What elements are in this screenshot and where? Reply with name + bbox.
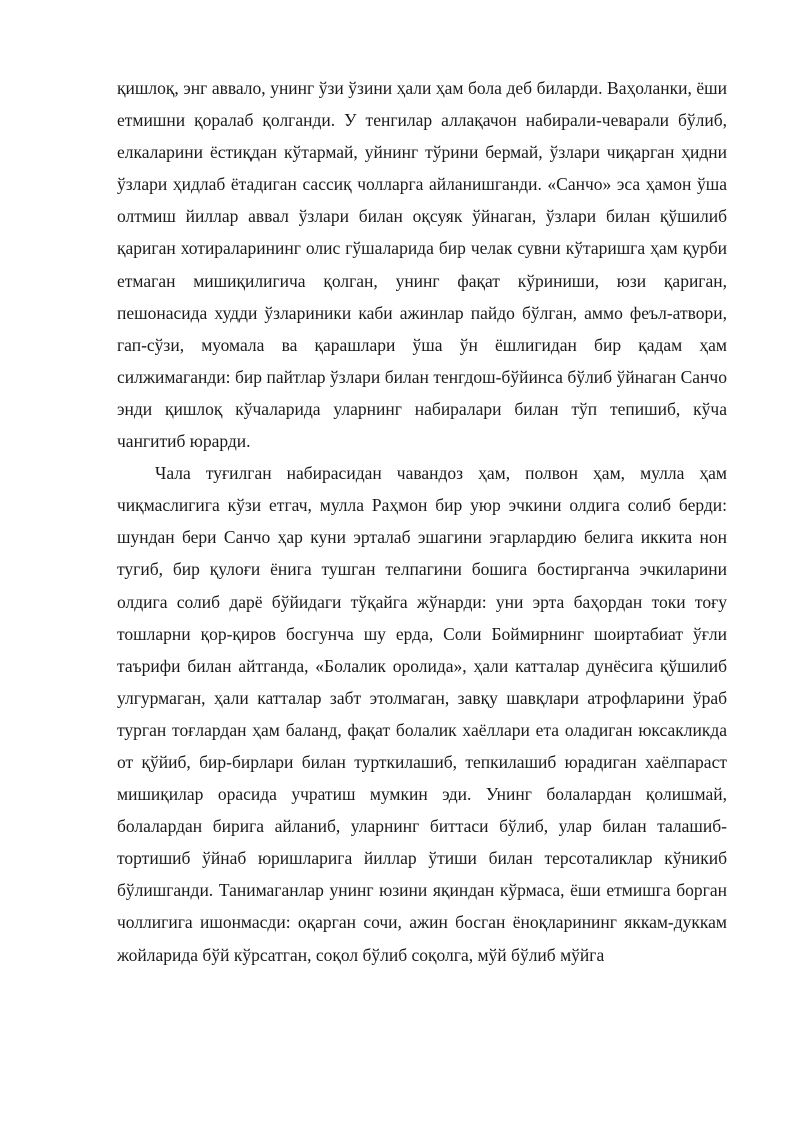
paragraph-body: Чала туғилган набирасидан чавандоз ҳам, полвон ҳам, мулла ҳам чиқмаслигига кўзи етгач, мулла Раҳмон бир уюр эчкини олдига солиб берди: шундан бери Санчо ҳар куни эрталаб эшагини эгарлардию белига иккита нон тугиб, бир қулоғи ёнига тушган телпагини бошига бостирганча эчкиларини олдига солиб дарё бўйидаги тўқайга жўнарди: уни эрта баҳордан токи тоғу тошларни қор-қиров босгунча шу ерда, Соли Боймирнинг шоиртабиат ўғли таърифи билан айтганда, «Болалик оролида», ҳали катталар дунёсига қўшилиб улгурмаган, ҳали катталар забт этолмаган, завқу шавқлари атрофларини ўраб турган тоғлардан ҳам баланд, фақат болалик хаёллари ета оладиган юксакликда от қўйиб, бир-бирлари билан турткилашиб, тепкилашиб юрадиган хаёлпараст мишиқилар орасида учратиш мумкин эди. Унинг болалардан қолишмай, болалардан бирига айланиб, уларнинг биттаси бўлиб, улар билан талашиб-тортишиб ўйнаб юришларига йиллар ўтиши билан терсоталиклар кўникиб бўлишганди. Танимаганлар унинг юзини яқиндан кўрмаса, ёши етмишга борган чоллигига ишонмасди: оқарган сочи, ажин босган ёноқларининг яккам-дуккам жойларида бўй кўрсатган, соқол бўлиб соқолга, мўй бўлиб мўйга — [117, 463, 727, 965]
document-page — [117, 72, 727, 971]
paragraph-continuation: қишлоқ, энг аввало, унинг ўзи ўзини ҳали ҳам бола деб биларди. Ваҳоланки, ёши етмишни қоралаб қолганди. У тенгилар аллақачон набирали-чеварали бўлиб, елкаларини ёстиқдан кўтармай, уйнинг тўрини бермай, ўзлари чиқарган ҳидни ўзлари ҳидлаб ётадиган сассиқ чолларга айланишганди. «Санчо» эса ҳамон ўша олтмиш йиллар аввал ўзлари билан оқсуяк ўйнаган, ўзлари билан қўшилиб қариган хотираларининг олис гўшаларида бир челак сувни кўтаришга ҳам қурби етмаган мишиқилигича қолган, унинг фақат кўриниши, юзи қариган, пешонасида худди ўзлариники каби ажинлар пайдо бўлган, аммо феъл-атвори, гап-сўзи, муомала ва қарашлари ўша ўн ёшлигидан бир қадам ҳам силжимаганди: бир пайтлар ўзлари билан тенгдош-бўйинса бўлиб ўйнаган Санчо энди қишлоқ кўчаларида уларнинг набиралари билан тўп тепишиб, кўча чангитиб юрарди. — [117, 78, 727, 452]
